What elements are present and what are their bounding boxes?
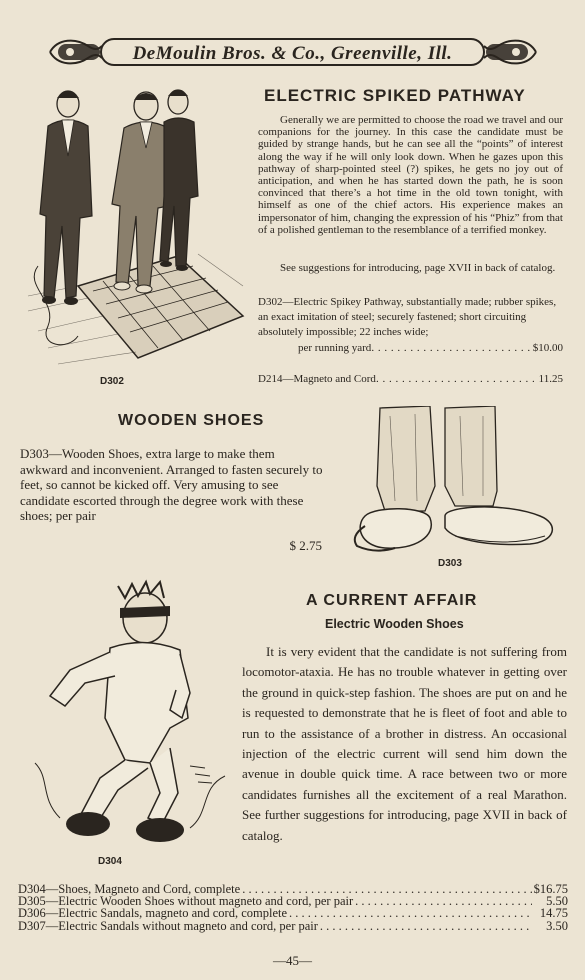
figure-caption-d302: D302 xyxy=(100,376,124,387)
leader-dots xyxy=(287,907,532,919)
item-price: $16.75 xyxy=(533,882,568,896)
header-banner: DeMoulin Bros. & Co., Greenville, Ill. xyxy=(100,38,485,66)
item-tail: per running yard xyxy=(298,341,372,354)
item-description: —Shoes, Magneto and Cord, complete xyxy=(45,882,241,896)
item-price: $ 2.75 xyxy=(289,538,322,553)
item-description: —Wooden Shoes, extra large to make them awkward and inconvenient. Arranged to fasten securely to feet, so cannot be kicked off. Very amusing to see candidate escorted through the degree work with these shoes; per pair xyxy=(20,446,323,523)
item-description: —Electric Wooden Shoes without magneto and cord, per pair xyxy=(45,894,354,909)
suggestions-note: See suggestions for introducing, page XVII in back of catalog. xyxy=(280,262,556,274)
item-description: —Electric Sandals without magneto and cord, per pair xyxy=(45,918,318,933)
item-code: D303 xyxy=(20,446,49,461)
description-current-affair: It is very evident that the candidate is not suffering from locomotor-ataxia. He has no trouble whatever in getting over the ground in quick-step fashion. The shoes are put on and he is requested to demonstrate that he is fleet of foot and able to run to the assistance of a brother in distress. An occasional injection of the electric current will send him down the avenue in double quick time. A race between two or more candidates furnishes all the excitement of a real Marathon. See further suggestions for introducing, page XVII in back of catalog. xyxy=(242,644,567,843)
price-list xyxy=(18,883,568,932)
item-price: 14.75 xyxy=(539,906,568,921)
item-description: Electric Spikey Pathway, substantially made; rubber spikes, an exact imitation of steel; securely fastened; short circuiting absolutely impossible; 22 inches wide; xyxy=(258,296,557,339)
item-price: 11.25 xyxy=(538,373,563,385)
section-title-current-affair: A CURRENT AFFAIR xyxy=(306,592,478,609)
section-subtitle-electric-wooden-shoes: Electric Wooden Shoes xyxy=(325,617,464,631)
item-code: D214 xyxy=(258,373,283,385)
figure-caption-d303: D303 xyxy=(438,558,462,569)
item-description: —Electric Sandals, magneto and cord, complete xyxy=(45,906,288,921)
price-item-d302: D302—Electric Spikey Pathway, substantially made; rubber spikes, an exact imitation of steel; securely fastened; short circuiting absolutely impossible; 22 inches wide; per running yard . . . $10.00 xyxy=(258,295,563,356)
item-code: D305 xyxy=(18,894,46,909)
leader-dots xyxy=(318,920,532,932)
running-candidate-illustration xyxy=(30,578,235,853)
price-item-d214 xyxy=(258,373,563,385)
leader-dots xyxy=(371,341,532,356)
leader-dots xyxy=(353,895,532,907)
spiked-pathway-illustration xyxy=(18,86,248,376)
item-price: 3.50 xyxy=(546,918,568,933)
item-description: —Magneto and Cord xyxy=(282,373,376,385)
section-title-spiked-pathway: ELECTRIC SPIKED PATHWAY xyxy=(264,86,526,105)
figure-caption-d304: D304 xyxy=(98,856,122,867)
item-code: D307 xyxy=(18,918,46,933)
list-item xyxy=(18,920,568,932)
item-code: D302 xyxy=(258,296,283,308)
leader-dots xyxy=(376,373,539,385)
price-item-d303 xyxy=(20,446,325,539)
item-code: D304 xyxy=(18,882,46,896)
item-code: D306 xyxy=(18,906,46,921)
section-title-wooden-shoes: WOODEN SHOES xyxy=(118,412,265,429)
description-spiked-pathway: Generally we are permitted to choose the road we travel and our companions for the journey. In this case the candidate must be guided by strange hands, but he can see all the “points” of interest along the way if he will only look down. When he gazes upon this pathway of sharp-pointed steel (?) spikes, he gets no joy out of anticipation, and when he has started down the path, he is soon convinced that there’s a hot time in the old town tonight, with himself as one of the chief actors. His experience makes an impersonator of him, changing the expression of his “Phiz” from that of a polished gentleman to the resemblance of a terrified monkey. xyxy=(258,114,563,236)
item-price: $10.00 xyxy=(532,341,563,354)
list-item xyxy=(18,907,568,919)
page-number: —45— xyxy=(273,953,312,968)
wooden-shoes-illustration xyxy=(345,406,560,558)
item-price: 5.50 xyxy=(546,894,568,909)
